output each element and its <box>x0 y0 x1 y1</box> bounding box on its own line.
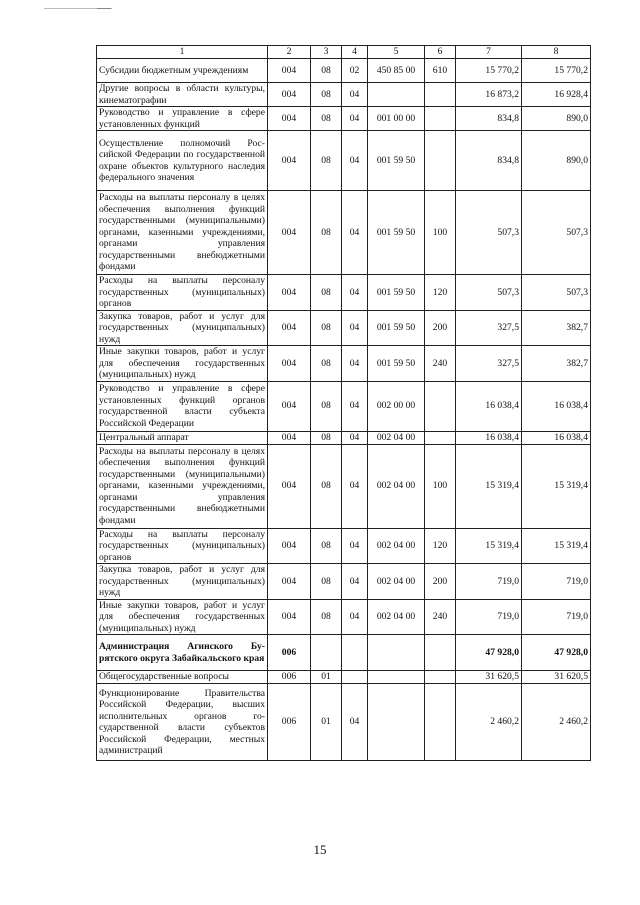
row-amount-year2: 382,7 <box>522 310 591 346</box>
row-ministry-code: 004 <box>268 444 311 528</box>
row-section-code: 01 <box>311 684 342 761</box>
row-amount-year1: 507,3 <box>456 191 522 275</box>
row-name-cell: Расходы на выплаты персоналу государственных (муниципальных) органов <box>97 275 268 311</box>
row-section-code: 08 <box>311 431 342 444</box>
row-target-article: 450 85 00 <box>368 59 425 83</box>
row-section-code: 08 <box>311 599 342 635</box>
row-amount-year1: 16 873,2 <box>456 83 522 107</box>
row-amount-year1: 15 319,4 <box>456 444 522 528</box>
row-amount-year1: 2 460,2 <box>456 684 522 761</box>
table-row <box>97 107 591 131</box>
row-subsection-code: 04 <box>342 528 368 564</box>
row-subsection-code: 04 <box>342 346 368 382</box>
row-amount-year2: 16 928,4 <box>522 83 591 107</box>
row-expense-type: 100 <box>425 191 456 275</box>
table-row <box>97 131 591 191</box>
row-expense-type <box>425 381 456 431</box>
row-subsection-code: 04 <box>342 684 368 761</box>
row-expense-type: 240 <box>425 346 456 382</box>
row-amount-year1: 719,0 <box>456 564 522 600</box>
row-section-code: 08 <box>311 131 342 191</box>
row-amount-year1: 327,5 <box>456 310 522 346</box>
row-section-code: 08 <box>311 191 342 275</box>
header-cell-1: 1 <box>97 46 268 59</box>
table-row <box>97 671 591 684</box>
row-expense-type: 200 <box>425 310 456 346</box>
row-section-code: 08 <box>311 564 342 600</box>
header-cell-8: 8 <box>522 46 591 59</box>
row-name-cell: Руководство и управление в сфере установленных функций органов государственной власти субъекта Российской Федерации <box>97 381 268 431</box>
row-ministry-code: 006 <box>268 684 311 761</box>
row-amount-year2: 15 319,4 <box>522 444 591 528</box>
row-subsection-code <box>342 671 368 684</box>
row-ministry-code: 004 <box>268 131 311 191</box>
row-ministry-code: 006 <box>268 635 311 671</box>
table-row <box>97 59 591 83</box>
table-row <box>97 599 591 635</box>
row-subsection-code: 02 <box>342 59 368 83</box>
row-name-cell: Расходы на выплаты персоналу в целях обеспечения выполнения функций государственными (муниципальными) органами, казенными учреждениями, органами управления государственными внебюджетными фондами <box>97 191 268 275</box>
row-amount-year1: 15 319,4 <box>456 528 522 564</box>
row-ministry-code: 004 <box>268 564 311 600</box>
row-name-cell: Администрация Агинского Бурятского округа Забайкальского края <box>97 635 268 671</box>
header-row <box>97 46 591 59</box>
row-amount-year1: 31 620,5 <box>456 671 522 684</box>
row-name-cell: Закупка товаров, работ и услуг для государственных (муниципальных) нужд <box>97 564 268 600</box>
row-target-article: 001 59 50 <box>368 310 425 346</box>
row-amount-year2: 31 620,5 <box>522 671 591 684</box>
table-body <box>97 59 591 761</box>
row-ministry-code: 004 <box>268 275 311 311</box>
row-subsection-code: 04 <box>342 191 368 275</box>
table-row <box>97 635 591 671</box>
table-row <box>97 564 591 600</box>
row-subsection-code: 04 <box>342 107 368 131</box>
row-target-article: 002 04 00 <box>368 564 425 600</box>
row-name-cell: Руководство и управление в сфере установленных функций <box>97 107 268 131</box>
table-row <box>97 528 591 564</box>
row-name-cell: Общегосударственные вопросы <box>97 671 268 684</box>
table-row <box>97 310 591 346</box>
row-section-code: 01 <box>311 671 342 684</box>
row-name-cell: Закупка товаров, работ и услуг для государственных (муниципальных) нужд <box>97 310 268 346</box>
row-ministry-code: 004 <box>268 310 311 346</box>
row-subsection-code: 04 <box>342 275 368 311</box>
row-amount-year2: 2 460,2 <box>522 684 591 761</box>
row-expense-type: 100 <box>425 444 456 528</box>
row-target-article <box>368 671 425 684</box>
row-target-article: 002 04 00 <box>368 528 425 564</box>
row-expense-type: 200 <box>425 564 456 600</box>
row-ministry-code: 004 <box>268 107 311 131</box>
row-name-cell: Субсидии бюджетным учреждениям <box>97 59 268 83</box>
header-cell-6: 6 <box>425 46 456 59</box>
row-target-article: 002 00 00 <box>368 381 425 431</box>
row-amount-year1: 327,5 <box>456 346 522 382</box>
row-amount-year2: 719,0 <box>522 564 591 600</box>
row-subsection-code: 04 <box>342 599 368 635</box>
row-subsection-code: 04 <box>342 83 368 107</box>
row-target-article <box>368 83 425 107</box>
row-section-code: 08 <box>311 107 342 131</box>
row-expense-type: 610 <box>425 59 456 83</box>
row-amount-year2: 382,7 <box>522 346 591 382</box>
row-name-cell: Центральный аппарат <box>97 431 268 444</box>
row-amount-year1: 47 928,0 <box>456 635 522 671</box>
row-ministry-code: 004 <box>268 83 311 107</box>
row-amount-year2: 16 038,4 <box>522 381 591 431</box>
row-amount-year1: 15 770,2 <box>456 59 522 83</box>
row-amount-year2: 15 770,2 <box>522 59 591 83</box>
row-target-article <box>368 684 425 761</box>
table-row <box>97 684 591 761</box>
row-section-code: 08 <box>311 310 342 346</box>
row-name-cell: Иные закупки товаров, работ и услуг для обеспечения государственных (муниципальных) нужд <box>97 346 268 382</box>
row-expense-type: 240 <box>425 599 456 635</box>
row-subsection-code: 04 <box>342 444 368 528</box>
row-subsection-code: 04 <box>342 381 368 431</box>
row-ministry-code: 004 <box>268 191 311 275</box>
row-ministry-code: 004 <box>268 346 311 382</box>
row-section-code: 08 <box>311 528 342 564</box>
row-amount-year2: 15 319,4 <box>522 528 591 564</box>
table-row <box>97 444 591 528</box>
row-subsection-code: 04 <box>342 131 368 191</box>
row-name-cell: Иные закупки товаров, работ и услуг для обеспечения государственных (муниципальных) нужд <box>97 599 268 635</box>
row-section-code: 08 <box>311 346 342 382</box>
row-amount-year2: 507,3 <box>522 275 591 311</box>
row-section-code: 08 <box>311 59 342 83</box>
row-amount-year2: 890,0 <box>522 131 591 191</box>
row-ministry-code: 004 <box>268 528 311 564</box>
row-name-cell: Осуществление полномочий Российской Федерации по государственной охране объектов культурного наследия федерального значения <box>97 131 268 191</box>
header-cell-2: 2 <box>268 46 311 59</box>
row-expense-type <box>425 83 456 107</box>
row-target-article: 001 59 50 <box>368 131 425 191</box>
row-target-article: 001 59 50 <box>368 191 425 275</box>
row-amount-year1: 16 038,4 <box>456 381 522 431</box>
row-section-code: 08 <box>311 83 342 107</box>
row-expense-type <box>425 671 456 684</box>
budget-table <box>96 45 591 761</box>
row-name-cell: Расходы на выплаты персоналу государственных (муниципальных) органов <box>97 528 268 564</box>
row-amount-year2: 719,0 <box>522 599 591 635</box>
page-number: 15 <box>313 842 327 857</box>
row-amount-year2: 16 038,4 <box>522 431 591 444</box>
row-target-article: 001 59 50 <box>368 346 425 382</box>
row-amount-year2: 47 928,0 <box>522 635 591 671</box>
row-subsection-code: 04 <box>342 431 368 444</box>
row-amount-year1: 16 038,4 <box>456 431 522 444</box>
row-name-cell: Функционирование Правительства Российской Федерации, высших исполнительных органов государственной власти субъектов Российской Федерации, местных администраций <box>97 684 268 761</box>
row-subsection-code: 04 <box>342 310 368 346</box>
header-cell-5: 5 <box>368 46 425 59</box>
row-ministry-code: 006 <box>268 671 311 684</box>
row-target-article: 001 00 00 <box>368 107 425 131</box>
row-amount-year1: 834,8 <box>456 131 522 191</box>
row-amount-year1: 507,3 <box>456 275 522 311</box>
row-section-code <box>311 635 342 671</box>
row-ministry-code: 004 <box>268 381 311 431</box>
row-subsection-code <box>342 635 368 671</box>
row-section-code: 08 <box>311 381 342 431</box>
row-target-article: 002 04 00 <box>368 444 425 528</box>
row-section-code: 08 <box>311 444 342 528</box>
header-cell-7: 7 <box>456 46 522 59</box>
row-target-article: 001 59 50 <box>368 275 425 311</box>
row-expense-type <box>425 635 456 671</box>
row-expense-type <box>425 684 456 761</box>
row-expense-type <box>425 431 456 444</box>
row-target-article: 002 04 00 <box>368 431 425 444</box>
row-name-cell: Другие вопросы в области культуры, кинематографии <box>97 83 268 107</box>
scan-artifact-mark <box>97 8 111 9</box>
row-expense-type: 120 <box>425 275 456 311</box>
header-cell-4: 4 <box>342 46 368 59</box>
row-amount-year1: 719,0 <box>456 599 522 635</box>
row-ministry-code: 004 <box>268 59 311 83</box>
row-target-article <box>368 635 425 671</box>
table-row <box>97 83 591 107</box>
table-row <box>97 431 591 444</box>
table-row <box>97 191 591 275</box>
row-ministry-code: 004 <box>268 431 311 444</box>
row-target-article: 002 04 00 <box>368 599 425 635</box>
row-ministry-code: 004 <box>268 599 311 635</box>
table-row <box>97 275 591 311</box>
row-section-code: 08 <box>311 275 342 311</box>
table-row <box>97 381 591 431</box>
row-expense-type <box>425 131 456 191</box>
row-expense-type: 120 <box>425 528 456 564</box>
table-row <box>97 346 591 382</box>
row-subsection-code: 04 <box>342 564 368 600</box>
header-cell-3: 3 <box>311 46 342 59</box>
row-expense-type <box>425 107 456 131</box>
row-amount-year1: 834,8 <box>456 107 522 131</box>
row-name-cell: Расходы на выплаты персоналу в целях обеспечения выполнения функций государственными (муниципальными) органами, казенными учреждениями, органами управления государственными внебюджетными фондами <box>97 444 268 528</box>
row-amount-year2: 507,3 <box>522 191 591 275</box>
row-amount-year2: 890,0 <box>522 107 591 131</box>
